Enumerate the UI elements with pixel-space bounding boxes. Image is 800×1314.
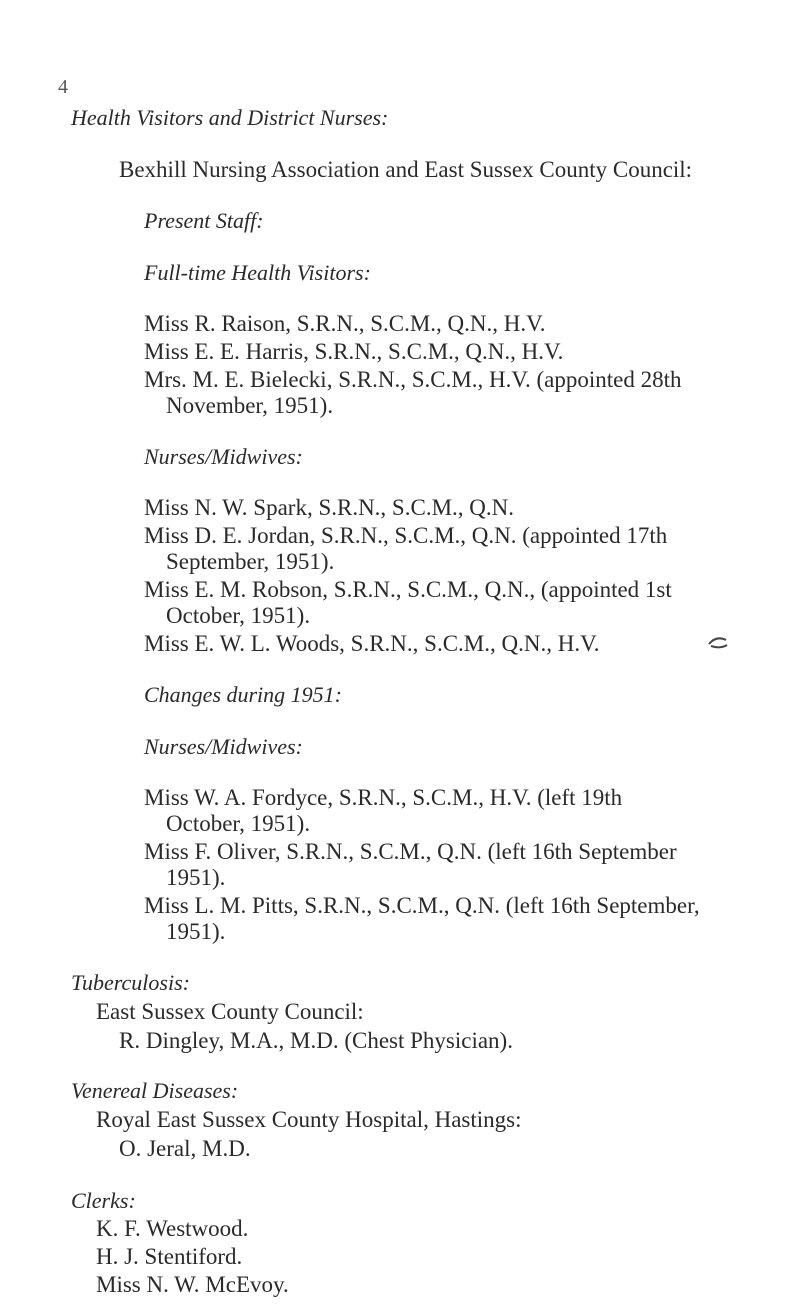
change-entry: Miss W. A. Fordyce, S.R.N., S.C.M., H.V. (left 19th	[144, 785, 623, 810]
clerk-name: K. F. Westwood.	[96, 1216, 249, 1241]
change-entry: Miss L. M. Pitts, S.R.N., S.C.M., Q.N. (left 16th September,	[144, 893, 700, 918]
full-time-hv-heading: Full-time Health Visitors:	[144, 260, 371, 285]
changes-nurses-midwives-heading: Nurses/Midwives:	[144, 734, 303, 759]
staff-entry-continuation: October, 1951).	[166, 603, 311, 628]
change-entry-continuation: 1951).	[166, 865, 226, 890]
ink-mark-icon	[708, 636, 728, 650]
venereal-person: O. Jeral, M.D.	[119, 1136, 251, 1161]
venereal-org: Royal East Sussex County Hospital, Hastings:	[96, 1107, 522, 1132]
changes-heading: Changes during 1951:	[144, 682, 342, 707]
staff-entry-continuation: November, 1951).	[166, 393, 334, 418]
tuberculosis-org: East Sussex County Council:	[96, 999, 364, 1024]
staff-entry: Miss E. E. Harris, S.R.N., S.C.M., Q.N., H.V.	[144, 339, 564, 364]
change-entry: Miss F. Oliver, S.R.N., S.C.M., Q.N. (left 16th September	[144, 839, 677, 864]
tuberculosis-person: R. Dingley, M.A., M.D. (Chest Physician).	[119, 1028, 513, 1053]
staff-entry: Miss D. E. Jordan, S.R.N., S.C.M., Q.N. (appointed 17th	[144, 523, 668, 548]
section-title: Health Visitors and District Nurses:	[71, 105, 389, 130]
present-staff-heading: Present Staff:	[144, 208, 264, 233]
clerks-heading: Clerks:	[71, 1188, 136, 1213]
clerk-name: Miss N. W. McEvoy.	[96, 1272, 289, 1297]
staff-entry: Miss N. W. Spark, S.R.N., S.C.M., Q.N.	[144, 495, 514, 520]
staff-entry: Miss E. W. L. Woods, S.R.N., S.C.M., Q.N., H.V.	[144, 631, 600, 656]
staff-entry: Miss E. M. Robson, S.R.N., S.C.M., Q.N., (appointed 1st	[144, 577, 672, 602]
change-entry-continuation: October, 1951).	[166, 811, 311, 836]
change-entry-continuation: 1951).	[166, 919, 226, 944]
venereal-heading: Venereal Diseases:	[71, 1078, 239, 1103]
page-number: 4	[58, 76, 68, 98]
tuberculosis-heading: Tuberculosis:	[71, 970, 190, 995]
staff-entry-continuation: September, 1951).	[166, 549, 335, 574]
clerk-name: H. J. Stentiford.	[96, 1244, 243, 1269]
staff-entry: Mrs. M. E. Bielecki, S.R.N., S.C.M., H.V. (appointed 28th	[144, 367, 682, 392]
staff-entry: Miss R. Raison, S.R.N., S.C.M., Q.N., H.V.	[144, 311, 546, 336]
intro-line: Bexhill Nursing Association and East Sussex County Council:	[119, 157, 693, 182]
nurses-midwives-heading: Nurses/Midwives:	[144, 444, 303, 469]
